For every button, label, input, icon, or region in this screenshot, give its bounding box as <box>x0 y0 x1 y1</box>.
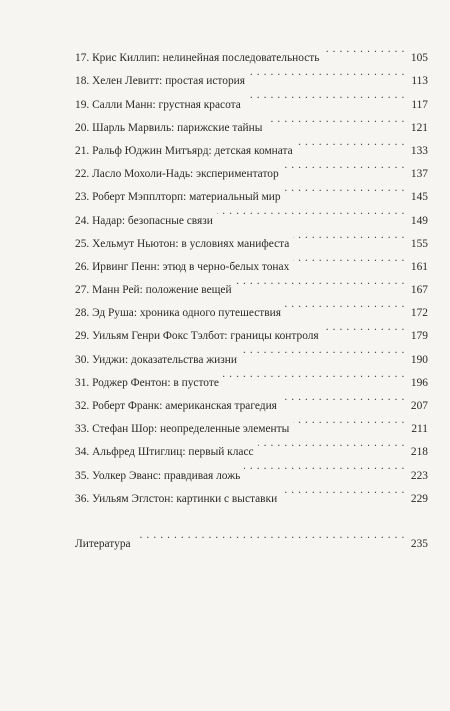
toc-entry-title: 17. Крис Киллип: нелинейная последовательность <box>75 52 320 65</box>
toc-dot-leader <box>293 409 405 432</box>
toc-entry-page: 155 <box>410 237 428 250</box>
toc-entry-page: 218 <box>410 446 428 459</box>
toc-entry-title: 20. Шарль Марвиль: парижские тайны <box>75 121 263 134</box>
toc-dot-leader <box>293 247 405 270</box>
toc-dot-leader <box>223 363 405 386</box>
toc-entry-title: 26. Ирвинг Пенн: этюд в черно-белых тонах <box>75 260 290 273</box>
toc-entry-page: 121 <box>410 121 428 134</box>
toc-entry-title: 30. Уиджи: доказательства жизни <box>75 353 237 366</box>
toc-dot-leader <box>285 293 405 316</box>
toc-dot-leader <box>323 38 405 61</box>
toc-entry-bibliography <box>75 524 428 550</box>
toc-entry-page: 133 <box>410 144 428 157</box>
toc-dot-leader <box>297 131 405 154</box>
toc-entry-title: 23. Роберт Мэпплторп: материальный мир <box>75 191 281 204</box>
toc-entry-page: 105 <box>410 52 428 65</box>
toc-entry-page: 117 <box>411 98 428 111</box>
toc-entry-title: 28. Эд Руша: хроника одного путешествия <box>75 307 281 320</box>
toc-entry-title: 35. Уолкер Эванс: правдивая ложь <box>75 469 241 482</box>
toc-entry-title: 24. Надар: безопасные связи <box>75 214 213 227</box>
toc-entry-title: 25. Хельмут Ньютон: в условиях манифеста <box>75 237 290 250</box>
toc-entry-page: 167 <box>410 284 428 297</box>
toc-entry-page: 207 <box>410 400 428 412</box>
toc-entry-title: 31. Роджер Фентон: в пустоте <box>75 376 219 389</box>
toc-entry-title: 29. Уильям Генри Фокс Тэлбот: границы контроля <box>75 330 319 343</box>
toc-dot-leader <box>249 61 405 84</box>
toc-entry-page: 149 <box>410 214 428 227</box>
toc-entry-title: 32. Роберт Франк: американская трагедия <box>75 400 277 412</box>
toc-dot-leader <box>236 270 405 293</box>
toc-entry-page: 137 <box>410 168 428 181</box>
toc-dot-leader <box>283 154 405 177</box>
toc-dot-leader <box>293 224 405 247</box>
toc-entry-title: 22. Ласло Мохоли-Надь: экспериментатор <box>75 168 279 181</box>
toc-dot-leader <box>281 386 405 409</box>
toc-dot-leader <box>258 432 405 455</box>
toc-entry-page: 229 <box>410 492 428 505</box>
toc-entry-title: 33. Стефан Шор: неопределенные элементы <box>75 423 290 436</box>
toc-entry-title: 27. Манн Рей: положение вещей <box>75 284 232 297</box>
toc-dot-leader <box>244 455 405 478</box>
toc-entry-title: 34. Альфред Штиглиц: первый класс <box>75 446 254 459</box>
toc-entry-page: 145 <box>410 191 428 204</box>
toc-entry-title: 19. Салли Манн: грустная красота <box>75 98 241 111</box>
toc-entry-page: 235 <box>410 537 428 550</box>
table-of-contents <box>75 38 428 550</box>
toc-entry-page: 161 <box>410 260 428 273</box>
toc-dot-leader <box>281 479 405 502</box>
toc-dot-leader <box>285 177 405 200</box>
toc-dot-leader <box>135 524 405 547</box>
toc-entry-page: 190 <box>410 353 428 366</box>
toc-entry-title: 21. Ральф Юджин Митъярд: детская комната <box>75 144 293 157</box>
toc-entry-title: 36. Уильям Эглстон: картинки с выставки <box>75 492 278 505</box>
toc-dot-leader <box>217 200 405 223</box>
toc-entry-title: Литература <box>75 537 131 550</box>
toc-entry-page: 179 <box>410 330 428 343</box>
toc-entry-page: 113 <box>411 75 428 88</box>
toc-dot-leader <box>266 108 405 131</box>
toc-entry-page: 172 <box>410 307 428 320</box>
toc-entry <box>75 38 428 65</box>
toc-entry-page: 196 <box>410 376 428 389</box>
toc-entry-page: 211 <box>411 423 428 436</box>
toc-entry-title: 18. Хелен Левитт: простая история <box>75 75 245 88</box>
toc-dot-leader <box>323 316 405 339</box>
toc-dot-leader <box>245 84 405 107</box>
toc-dot-leader <box>241 339 405 362</box>
toc-entry-page: 223 <box>410 469 428 482</box>
